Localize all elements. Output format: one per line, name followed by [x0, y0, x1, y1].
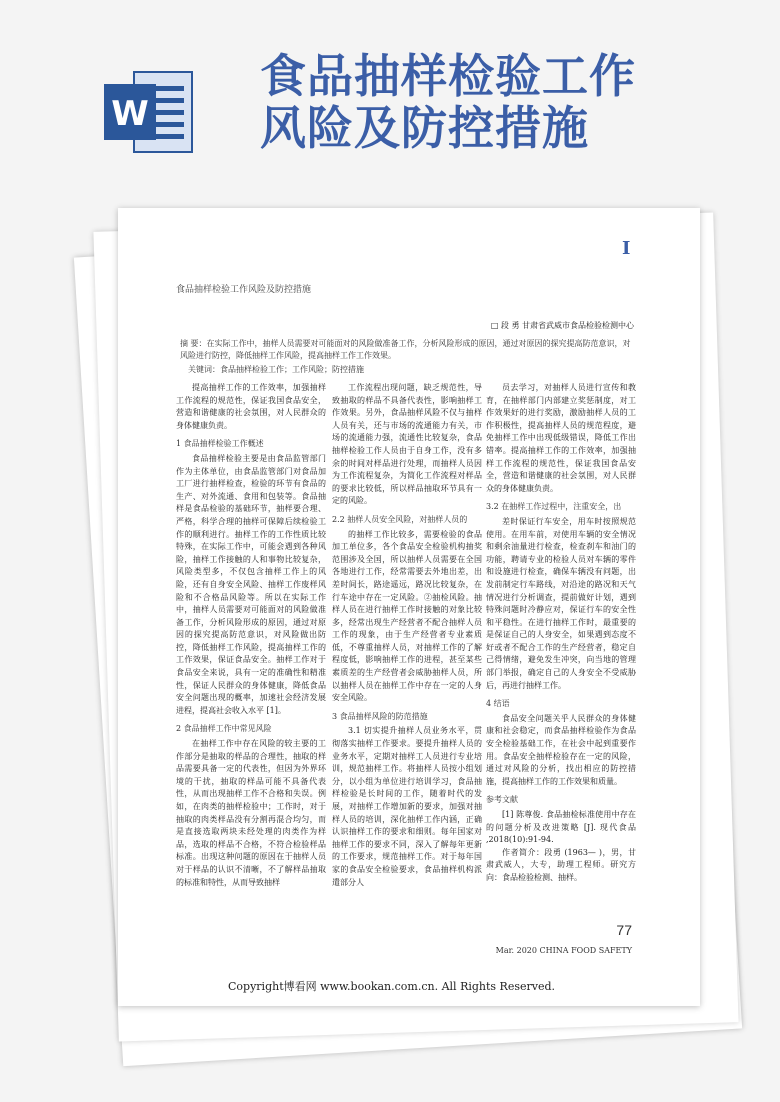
section-heading: 4 结语 — [486, 699, 510, 709]
body-paragraph: 工作流程出现问题，缺乏规范性，导致抽取的样品不具备代表性，影响抽样工作效果。另外，食品抽样风险不仅与抽样人员有关，还与市场的流通能力有关，市场的流通能力强，流通性比较复杂，食品抽样检验工作人员由于自身工作，没有多余的时间对样品进行处理，而抽样人员因为工作流程复杂，为简化工作流程对样品的要求比较低，所以样品抽取环节具有一定的风险。 — [332, 383, 482, 506]
keywords: 关键词：食品抽样检验工作；工作风险；防控措施 — [188, 365, 364, 374]
section-heading: 参考文献 — [486, 795, 518, 805]
body-paragraph: 作者简介：段勇 (1963— )，男，甘肃武威人，大专，助理工程师。研究方向：食品检验检测、抽样。 — [486, 847, 636, 882]
section-heading: 1 食品抽样检验工作概述 — [176, 439, 264, 449]
body-paragraph: 提高抽样工作的工作效率，加强抽样工作流程的规范性，保证我国食品安全，营造和谐健康的社会氛围，对人民群众的身体健康负责。 — [176, 383, 326, 430]
section-heading: 2 食品抽样工作中常见风险 — [176, 724, 272, 734]
copyright-notice: Copyright博看网 www.bookan.com.cn. All Rights Reserved. — [228, 980, 556, 993]
body-paragraph: 员去学习，对抽样人员进行宣传和教育，在抽样部门内部建立奖惩制度，对工作效果好的进行奖励，激励抽样人员的工作积极性，提高抽样人员的规范程度，避免抽样工作中出现低级错误，降低工作出错率。提高抽样工作的工作效率，加强抽样工作流程的规范性，保证我国食品安全，营造和谐健康的社会氛围，对人民群众的身体健康负责。 — [486, 383, 636, 493]
author-line: □ 段 勇 甘肃省武威市食品检验检测中心 — [490, 321, 634, 330]
page-number: 77 — [616, 922, 632, 938]
running-head: 食品抽样检验工作风险及防控措施 — [176, 285, 312, 295]
body-paragraph: 3.1 切实提升抽样人员业务水平，贯彻落实抽样工作要求。要提升抽样人员的业务水平，定期对抽样工人员进行专业培训，规范抽样工作。将抽样人员按小组划分，以小组为单位进行培训学习，食品抽样检验是长时间的工作，随着时代的发展，对抽样工作增加新的要求，加强对抽样人员的培训，深化抽样工作内涵，正确认识抽样工作的要求和细则。每年国家对抽样工作的要求不同，深入了解每年更新的工作要求，规范抽样工作。对于每年国家的食品安全检验要求，食品抽样机构派遣部分人 — [332, 726, 482, 887]
corner-mark: I — [622, 238, 631, 259]
body-paragraph: 食品安全问题关乎人民群众的身体健康和社会稳定，而食品抽样检验作为食品安全检验基础工作，在社会中起到重要作用。食品安全抽样检验存在一定的风险，通过对风险的分析，找出相应的防控措施，提高抽样工作的工作效果和质量。 — [486, 713, 636, 786]
section-heading: 3 食品抽样风险的防范措施 — [332, 711, 428, 721]
column-3 — [486, 382, 636, 885]
body-paragraph: 的抽样工作比较多，需要检验的食品加工单位多，各个食品安全检验机构抽奖范围涉及全国，所以抽样人员需要在全国各地进行工作，经常需要去外地出差，出差时间长，路途遥远，路况比较复杂，在行车途中存在一定风险。②抽检风险。抽样人员在进行抽样工作时接触的对象比较多，经常出现生产经营者不配合抽样人员工作的现象，由于生产经营者专业素质低，不尊重抽样人员，对抽样工作的了解程度低，影响抽样工作的进程，甚至某些素质差的生产经营者会威胁抽样人员，所以抽样人员在抽样工作中存在一定的人身安全风险。 — [332, 529, 482, 703]
document-page — [118, 208, 700, 1006]
page-title — [260, 50, 636, 154]
body-paragraph: 差时保证行车安全，用车时按照规范使用。在用车前，对使用车辆的安全情况和剩余油量进行检查，检查刹车和油门的功能，聘请专业的检验人员对车辆的零件和设施进行检查，确保车辆没有问题，出发前制定行车路线，对沿途的路况和天气情况进行分析调查，提前做好计划，遇到特殊问题时冷静应对，保证行车的安全性和平稳性。在进行抽样工作时，最重要的是保证自己的人身安全，如果遇到态度不好或者不配合工作的生产经营者，稳定自己得情绪，避免发生冲突，向当地的管理部门举报，确定自己的人身安全不受威胁后，再进行抽样工作。 — [486, 516, 636, 690]
title-line-2: 风险及防控措施 — [260, 101, 589, 155]
body-paragraph: 在抽样工作中存在风险的较主要的工作部分是抽取的样品的合理性，抽取的样品需要具备一定的代表性，但因为外界环境的干扰，抽取的样品可能不具备代表性，从而出现抽样工作不合格和失误。例如，在肉类的抽样检验中；工作时，对于抽取的肉类样品没有分割再混合均匀，而是直接选取两块未经处理的肉类作为样品，选取的样品不合格，不符合检验样品标准。出现这种问题的原因在于抽样人员对于样品的认识不清晰，不了解样品抽取的标准和特性，从而导致抽样 — [176, 739, 326, 887]
column-1 — [176, 382, 326, 889]
column-2 — [332, 382, 482, 889]
section-heading: 3.2 在抽样工作过程中，注重安全，出 — [486, 502, 622, 512]
word-document-icon — [100, 62, 200, 162]
abstract: 摘 要：在实际工作中，抽样人员需要对可能面对的风险做准备工作，分析风险形成的原因，通过对原因的探究提高防范意识，对风险进行防控，降低抽样工作风险，提高抽样工作工作效果。 — [180, 339, 631, 360]
issue-date: Mar. 2020 CHINA FOOD SAFETY — [495, 946, 632, 955]
word-logo-letter: W — [111, 94, 149, 134]
body-paragraph: 食品抽样检验主要是由食品监管部门作为主体单位，由食品监管部门对食品加工厂进行抽样检查，检验的环节有食品的生产、对外流通、食用和包装等。食品抽样是食品检验的基础环节，抽样要合理、严格，科学合理的抽样可保障后续检验工作的顺利进行。抽样工作的工作性质比较特殊，在实际工作中，可能会遇到各种风险，抽样工作接触的人和事物比较复杂，风险类型多，不仅包含抽样工作上的风险，还有自身安全风险、抽样工作废样风险和不合格品风险等。所以在实际工作中，抽样人员需要对可能面对的风险做准备工作，分析风险形成的原因，通过对原因的探究提高防范意识，对风险做出防控，降低抽样工作风险，提高抽样工作的工作效果，保证食品安全。抽样工作对于食品安全来说，具有一定的准确性和精准性，保证人民群众的身体健康，降低食品安全问题出现的概率，加速社会经济发展进程，提高社会收入水平 [1]。 — [176, 453, 326, 715]
title-line-1: 食品抽样检验工作 — [260, 49, 636, 103]
section-heading: 2.2 抽样人员安全风险，对抽样人员的 — [332, 514, 468, 524]
body-paragraph: [1] 陈尊俊. 食品抽检标准使用中存在的问题分析及改进策略 [J]. 现代食品 ,2018(10):91-94. — [486, 810, 636, 845]
